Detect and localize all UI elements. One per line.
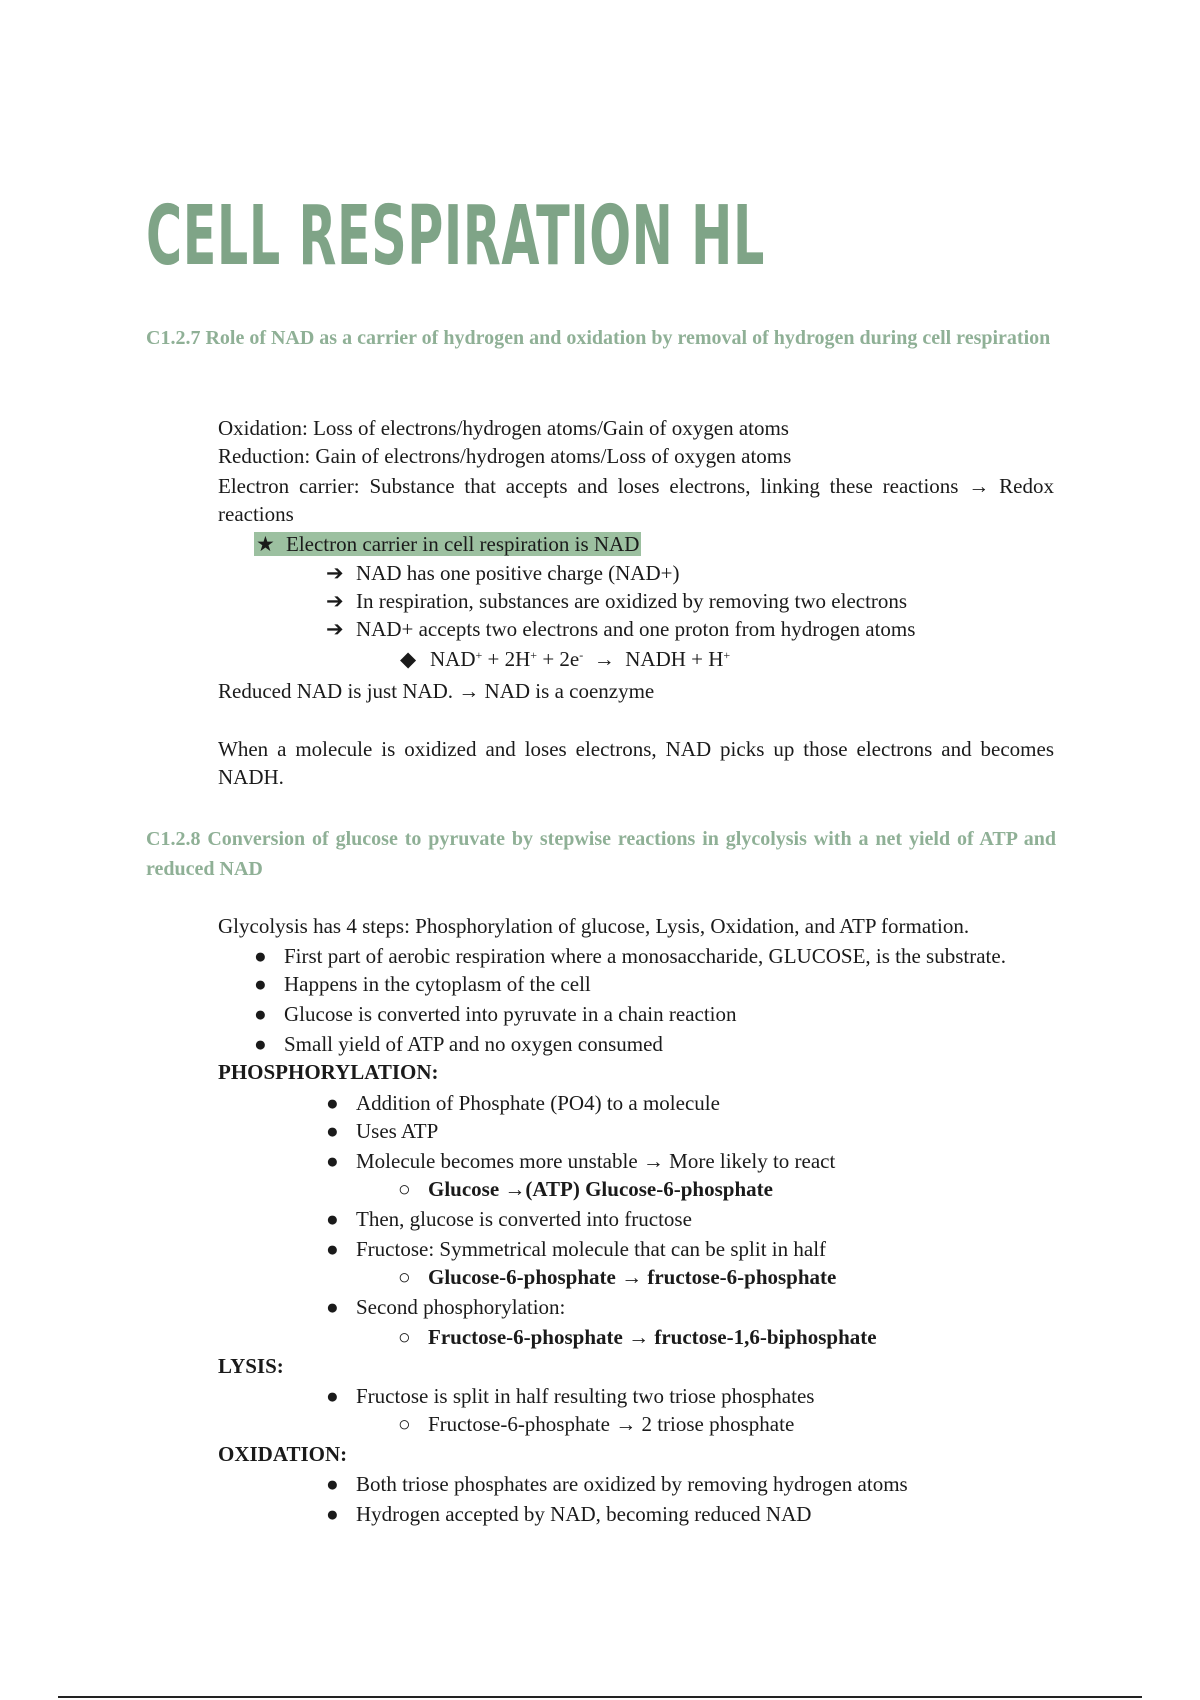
page-title: CELL RESPIRATION HL — [146, 189, 765, 284]
bullet-icon: ● — [326, 1207, 339, 1231]
bullet-icon: ● — [254, 1032, 267, 1056]
phosphorylation-heading: PHOSPHORYLATION: — [218, 1060, 439, 1084]
star-list-item — [254, 530, 641, 558]
bullet-icon: ● — [254, 972, 267, 996]
list-item-label: Then, glucose is converted into fructose — [356, 1207, 692, 1231]
list-item-label: First part of aerobic respiration where a monosaccharide, GLUCOSE, is the substrate. — [284, 944, 1006, 968]
bullet-icon: ● — [326, 1472, 339, 1496]
arrow-list-item — [326, 615, 915, 643]
circle-bullet-icon: ○ — [398, 1265, 411, 1289]
glycolysis-intro: Glycolysis has 4 steps: Phosphorylation of glucose, Lysis, Oxidation, and ATP formation. — [218, 914, 970, 938]
nad-equation — [400, 645, 730, 673]
arrow-list-item — [326, 559, 679, 587]
reaction-label: Glucose-6-phosphate → fructose-6-phosphate — [428, 1265, 837, 1289]
footer-divider — [58, 1696, 1142, 1698]
list-item — [326, 1293, 565, 1321]
equation-e: + 2e — [537, 647, 580, 671]
sub-list-item — [398, 1263, 836, 1291]
list-item-label: Second phosphorylation: — [356, 1295, 566, 1319]
reaction-label: Glucose →(ATP) Glucose-6-phosphate — [428, 1177, 773, 1201]
list-item-label: Molecule becomes more unstable → More likely to react — [356, 1149, 836, 1173]
lysis-heading: LYSIS: — [218, 1354, 284, 1378]
list-item-label: Glucose is converted into pyruvate in a chain reaction — [284, 1002, 737, 1026]
list-item — [254, 1000, 737, 1028]
circle-bullet-icon: ○ — [398, 1177, 411, 1201]
sub-list-item — [398, 1323, 877, 1351]
circle-bullet-icon: ○ — [398, 1412, 411, 1436]
list-item-label: Happens in the cytoplasm of the cell — [284, 972, 591, 996]
arrow-item-label: NAD has one positive charge (NAD+) — [356, 561, 680, 585]
list-item-label: Small yield of ATP and no oxygen consumed — [284, 1032, 663, 1056]
equation-nadh: NADH + H — [625, 647, 724, 671]
list-item — [326, 1235, 826, 1263]
list-item-label: Both triose phosphates are oxidized by removing hydrogen atoms — [356, 1472, 908, 1496]
section-heading-nad: C1.2.7 Role of NAD as a carrier of hydrogen and oxidation by removal of hydrogen during cell respiration — [146, 327, 1051, 349]
section-heading-glycolysis: C1.2.8 Conversion of glucose to pyruvate by stepwise reactions in glycolysis with a net yield of ATP and reduced NAD — [146, 828, 1056, 880]
plus-charge: + — [475, 648, 483, 662]
sub-list-item — [398, 1410, 794, 1438]
star-item-label: Electron carrier in cell respiration is NAD — [286, 532, 640, 556]
circle-bullet-icon: ○ — [398, 1325, 411, 1349]
list-item — [326, 1500, 811, 1528]
list-item — [254, 970, 591, 998]
nad-summary: When a molecule is oxidized and loses electrons, NAD picks up those electrons and becomes NADH. — [218, 737, 1054, 789]
equation-arrow: → — [583, 647, 626, 671]
bullet-icon: ● — [326, 1295, 339, 1319]
bullet-icon: ● — [326, 1119, 339, 1143]
reaction-label: Fructose-6-phosphate → 2 triose phosphate — [428, 1412, 795, 1436]
reaction-label: Fructose-6-phosphate → fructose-1,6-biphosphate — [428, 1325, 877, 1349]
equation-nad: NAD — [430, 647, 476, 671]
electron-carrier-definition: Electron carrier: Substance that accepts and loses electrons, linking these reactions → Redox reactions — [218, 474, 1054, 526]
plus-charge: + — [530, 648, 538, 662]
list-item — [326, 1117, 438, 1145]
bullet-icon: ● — [326, 1149, 339, 1173]
star-icon: ★ — [256, 532, 275, 556]
list-item — [326, 1089, 720, 1117]
list-item — [254, 1030, 663, 1058]
equation-h: + 2H — [482, 647, 531, 671]
list-item-label: Fructose is split in half resulting two triose phosphates — [356, 1384, 815, 1408]
minus-charge: - — [579, 648, 584, 662]
bullet-icon: ● — [326, 1091, 339, 1115]
list-item-label: Uses ATP — [356, 1119, 439, 1143]
reduced-nad-note: Reduced NAD is just NAD. → NAD is a coenzyme — [218, 679, 655, 703]
list-item — [326, 1382, 814, 1410]
arrow-list-item — [326, 587, 907, 615]
list-item — [254, 942, 1006, 970]
list-item — [326, 1147, 835, 1175]
bullet-icon: ● — [254, 1002, 267, 1026]
list-item-label: Hydrogen accepted by NAD, becoming reduced NAD — [356, 1502, 812, 1526]
list-item-label: Addition of Phosphate (PO4) to a molecule — [356, 1091, 720, 1115]
bullet-icon: ● — [254, 944, 267, 968]
arrow-item-label: NAD+ accepts two electrons and one proton from hydrogen atoms — [356, 617, 916, 641]
bullet-icon: ● — [326, 1502, 339, 1526]
list-item-label: Fructose: Symmetrical molecule that can be split in half — [356, 1237, 827, 1261]
oxidation-definition: Oxidation: Loss of electrons/hydrogen atoms/Gain of oxygen atoms — [218, 416, 789, 440]
arrow-right-icon: ➔ — [326, 617, 344, 641]
plus-charge: + — [723, 648, 731, 662]
highlighted-text — [254, 532, 641, 556]
reduction-definition: Reduction: Gain of electrons/hydrogen atoms/Loss of oxygen atoms — [218, 444, 792, 468]
arrow-item-label: In respiration, substances are oxidized by removing two electrons — [356, 589, 908, 613]
arrow-right-icon: ➔ — [326, 561, 344, 585]
list-item — [326, 1470, 908, 1498]
diamond-icon: ◆ — [400, 647, 417, 671]
oxidation-heading: OXIDATION: — [218, 1442, 348, 1466]
bullet-icon: ● — [326, 1384, 339, 1408]
bullet-icon: ● — [326, 1237, 339, 1261]
sub-list-item — [398, 1175, 773, 1203]
arrow-right-icon: ➔ — [326, 589, 344, 613]
list-item — [326, 1205, 692, 1233]
